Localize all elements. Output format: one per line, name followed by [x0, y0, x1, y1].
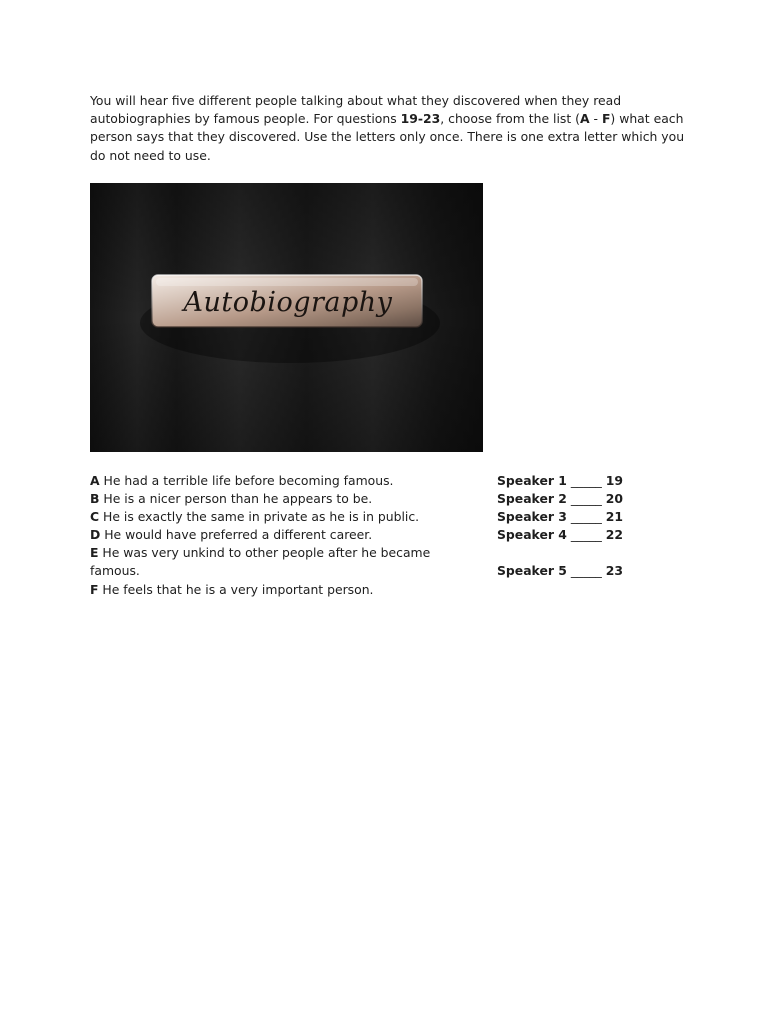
question-number: 20 [605, 491, 624, 507]
speaker-label: Speaker 5 [497, 563, 567, 579]
speaker-row-4 [497, 526, 697, 544]
option-a [90, 472, 470, 490]
speaker-row-5 [497, 562, 697, 580]
answer-blank[interactable]: _____ [566, 527, 606, 543]
instructions-text-3: ) what each person says that they discovered. Use the letters only once. There is one extra letter which you do not need to use. [90, 111, 685, 163]
option-text: He is exactly the same in private as he is in public. [99, 509, 420, 525]
option-text: He feels that he is a very important person. [98, 581, 374, 597]
speaker-row-3 [497, 508, 697, 526]
question-number: 23 [605, 563, 624, 579]
answer-blank[interactable]: _____ [566, 491, 606, 507]
speaker-row-2 [497, 490, 697, 508]
speaker-label: Speaker 4 [497, 527, 567, 543]
speaker-label: Speaker 1 [497, 473, 567, 488]
badge-text: Autobiography [183, 287, 393, 318]
speaker-label: Speaker 3 [497, 509, 567, 525]
option-e [90, 544, 470, 580]
autobiography-badge-photo [90, 183, 483, 452]
spacer [497, 544, 697, 562]
answer-options-list [90, 472, 470, 599]
question-range: 19-23 [400, 111, 441, 127]
instructions-text-2: , choose from the list ( [440, 111, 580, 127]
option-letter: F [90, 581, 99, 597]
option-letter: D [90, 527, 101, 543]
option-text: He would have preferred a different career. [100, 527, 373, 543]
option-letter: E [90, 545, 99, 561]
option-text: He had a terrible life before becoming famous. [99, 473, 394, 488]
instructions-paragraph [90, 92, 690, 165]
answer-blank[interactable]: _____ [566, 509, 606, 525]
last-option-letter: F [601, 111, 611, 127]
option-c [90, 508, 470, 526]
instructions-dash: - [589, 111, 602, 127]
option-letter: B [90, 491, 100, 507]
option-letter: A [90, 473, 100, 488]
option-f [90, 581, 470, 599]
option-b [90, 490, 470, 508]
instructions-text-1: You will hear five different people talking about what they discovered when they read autobiographies by famous people. For questions [90, 93, 622, 127]
answer-blank[interactable]: _____ [566, 473, 606, 488]
first-option-letter: A [580, 111, 590, 127]
option-text: He was very unkind to other people after he became famous. [90, 545, 431, 579]
speaker-row-1 [497, 472, 697, 490]
question-number: 19 [605, 473, 624, 488]
speaker-answer-list [497, 472, 697, 581]
option-text: He is a nicer person than he appears to be. [99, 491, 373, 507]
question-number: 21 [605, 509, 624, 525]
question-number: 22 [605, 527, 624, 543]
speaker-label: Speaker 2 [497, 491, 567, 507]
answer-blank[interactable]: _____ [566, 563, 606, 579]
option-d [90, 526, 470, 544]
option-letter: C [90, 509, 100, 525]
